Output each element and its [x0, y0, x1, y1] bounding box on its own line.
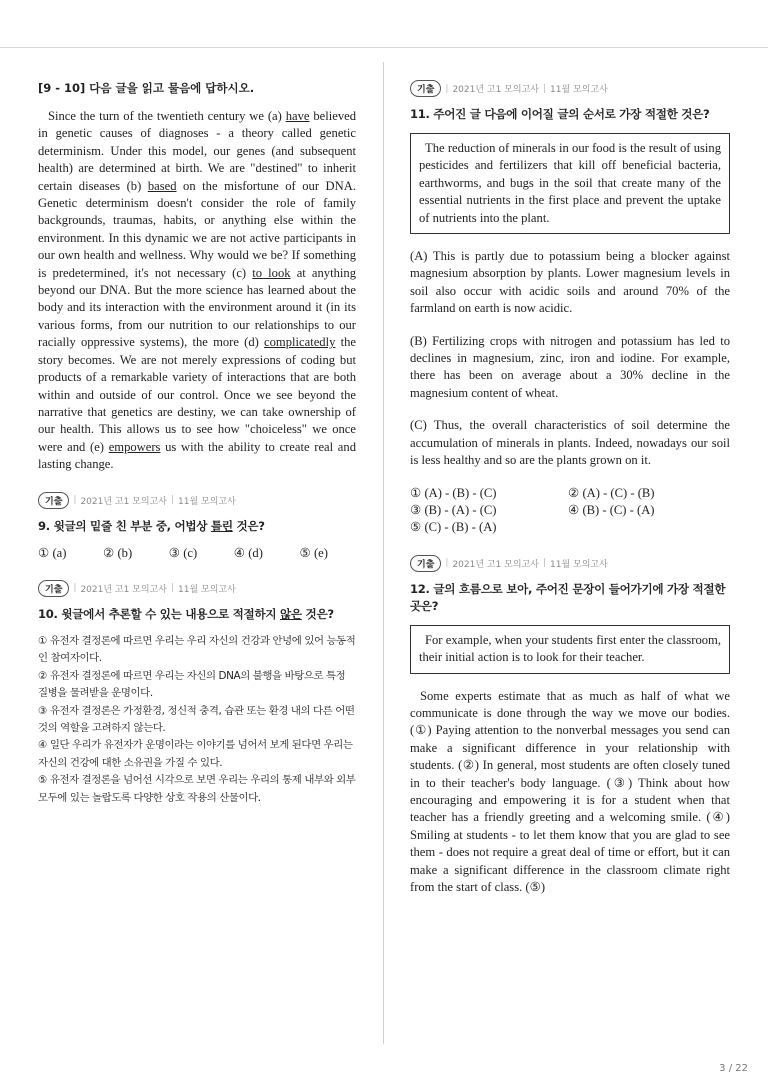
source-year: 2021년 고1 모의고사 [452, 85, 539, 95]
q10-source [38, 580, 356, 597]
q10-option[interactable]: ⑤ 유전자 결정론을 넘어선 시각으로 보면 우리는 우리의 통제 내부와 외부 모두에 있는 놀랍도록 다양한 상호 작용의 산물이다. [38, 774, 356, 804]
source-year: 2021년 고1 모의고사 [452, 559, 539, 570]
source-year: 2021년 고1 모의고사 [80, 584, 167, 595]
q11-option[interactable]: ② (A) - (C) - (B) [568, 485, 655, 500]
passage-9-10 [38, 108, 356, 474]
source-tag: 기출 [38, 492, 69, 509]
q9-option[interactable]: ③ (c) [168, 545, 198, 560]
underlined-b: based [147, 178, 177, 193]
q12-passage: Some experts estimate that as much as half of what we communicate is done through the way we move our bodies. (①) Paying attention to the nonverbal messages you send can make a significant difference in your relationship with students. (②) In general, most students are often closely tuned in to their teacher's body language. (③) Think about how encouraging and empowering it is for a student when that teacher has a friendly greeting and a welcoming smile. (④) Smiling at students - to let them know that you are glad to see them - does not require a great deal of time or effort, but it can make a significant difference in the classroom climate right from the start of class. (⑤) [410, 688, 730, 894]
underlined-a: have [285, 109, 310, 123]
q11-paragraph-b: (B) Fertilizing crops with nitrogen and potassium has led to declines in magnesium, zinc, iron and iodine. For example, there has been on average about a 30% decline in the magnesium content of wheat. [410, 333, 730, 400]
title-text: 10. 윗글에서 추론할 수 있는 내용으로 적절하지 [38, 606, 280, 621]
q11-options [410, 485, 730, 537]
passage-text: believed in genetic causes of diagnoses - a theory called genetic determinism. Under this model, our genes (and subsequent health) are determined at birth. We are "destined" to inherit certain diseases (b) [38, 109, 356, 193]
source-month: 11월 모의고사 [550, 85, 608, 95]
q11-given-box [410, 133, 730, 234]
q10-option[interactable]: ① 유전자 결정론에 따르면 우리는 우리 자신의 건강과 안녕에 있어 능동적인 참여자이다. [38, 634, 356, 665]
passage-text: us with the ability to create real and lasting change. [38, 439, 356, 472]
title-underlined: 틀린 [210, 518, 233, 533]
separator: | [170, 583, 175, 594]
q9-title [38, 518, 356, 535]
given-text: For example, when your students first enter the classroom, their initial action is to look for their teacher. [419, 632, 721, 665]
q12-title: 12. 글의 흐름으로 보아, 주어진 문장이 들어가기에 가장 적절한 곳은? [410, 581, 726, 613]
source-month: 11월 모의고사 [178, 496, 236, 507]
separator: | [73, 583, 77, 594]
top-rule [0, 47, 768, 48]
q9-options [38, 545, 328, 562]
q9-source [38, 492, 356, 509]
q11-title: 11. 주어진 글 다음에 이어질 글의 순서로 가장 적절한 것은? [410, 107, 710, 121]
separator: | [73, 495, 77, 506]
left-column [38, 75, 356, 807]
source-tag: 기출 [38, 580, 69, 597]
q11-option[interactable]: ③ (B) - (A) - (C) [410, 502, 497, 517]
separator: | [445, 83, 449, 94]
q11-option[interactable]: ① (A) - (B) - (C) [410, 485, 497, 500]
column-divider [383, 62, 384, 1044]
q11-paragraph-c: (C) Thus, the overall characteristics of soil determine the accumulation of minerals in plants. Indeed, nowadays our soil is less healthy and so are the plants grown on it. [410, 418, 730, 468]
q9-option[interactable]: ② (b) [103, 545, 133, 560]
given-text: The reduction of minerals in our food is the result of using pesticides and fertilizers that kill off beneficial bacteria, earthworms, and bugs in the soil that create many of the essential nutrients in the first place and prevent the uptake of nutrients into the plant. [419, 141, 721, 225]
title-text: 것은? [232, 518, 265, 533]
separator: | [170, 495, 175, 506]
q11-option[interactable]: ⑤ (C) - (B) - (A) [410, 520, 497, 535]
underlined-e: empowers [108, 439, 161, 454]
title-text: 것은? [301, 606, 334, 621]
title-underlined: 않은 [280, 606, 302, 621]
title-text: 9. 윗글의 밑줄 친 부분 중, 어법상 [38, 518, 211, 533]
q10-title [38, 606, 356, 623]
q9-option[interactable]: ④ (d) [233, 545, 263, 560]
passage-text: Since the turn of the twentieth century we (a) [48, 109, 286, 123]
q9-option[interactable]: ① (a) [38, 545, 67, 560]
passage-text: on the misfortune of our DNA. Genetic determinism doesn't consider the role of family backgrounds, traumas, habits, or anything else within the environment. In this dynamic we are not active participants in our own health and wellness. Why would we be? If something is predetermined, it's not necessary (c) [38, 178, 356, 280]
source-month: 11월 모의고사 [178, 584, 236, 595]
q12-given-box [410, 625, 730, 674]
source-tag: 기출 [410, 80, 441, 97]
source-year: 2021년 고1 모의고사 [80, 496, 167, 507]
separator: | [542, 83, 547, 94]
q10-option[interactable]: ④ 일단 우리가 유전자가 운명이라는 이야기를 넘어서 보게 된다면 우리는 자신의 건강에 대한 소유권을 가질 수 있다. [38, 739, 353, 769]
q11-source [410, 80, 730, 97]
q10-option[interactable]: ② 유전자 결정론에 따르면 우리는 자신의 DNA의 불행을 바탕으로 특정 질병을 물려받을 운명이다. [38, 669, 346, 700]
q10-option[interactable]: ③ 유전자 결정론은 가정환경, 정신적 충격, 습관 또는 환경 내의 다른 어떤 것의 역할을 고려하지 않는다. [38, 704, 355, 734]
q11-paragraph-a: (A) This is partly due to potassium being a blocker against magnesium absorption by plants. Lower magnesium levels in soil also occur with acidic soils and around 70% of the farmland on earth is now acidic. [410, 249, 730, 316]
q12-source [410, 555, 730, 572]
page-number: 3 / 22 [719, 1063, 748, 1074]
passage-text: at anything beyond our DNA. But the more science has learned about the body and its interaction with the environment around it (in its various forms, from our nutrition to our relationships to our racially oppressive systems), the more (d) [38, 265, 356, 350]
q9-option[interactable]: ⑤ (e) [299, 545, 328, 560]
right-column [410, 80, 730, 896]
section-header: [9 - 10] 다음 글을 읽고 물음에 답하시오. [38, 81, 255, 95]
separator: | [445, 558, 449, 569]
passage-text: the story becomes. We are not merely expressions of coding but products of a remarkable variety of interactions that are both within and outside of our control. Once we see beyond the narrative that genetics are destiny, we can take ownership of our health. This allows us to see how "choiceless" we once were and (e) [38, 335, 356, 454]
separator: | [542, 558, 547, 569]
underlined-d: complicatedly [264, 335, 336, 350]
source-month: 11월 모의고사 [550, 559, 608, 570]
q10-options [38, 633, 356, 807]
underlined-c: to look [252, 265, 291, 280]
q11-option[interactable]: ④ (B) - (C) - (A) [568, 502, 655, 517]
source-tag: 기출 [410, 555, 441, 572]
